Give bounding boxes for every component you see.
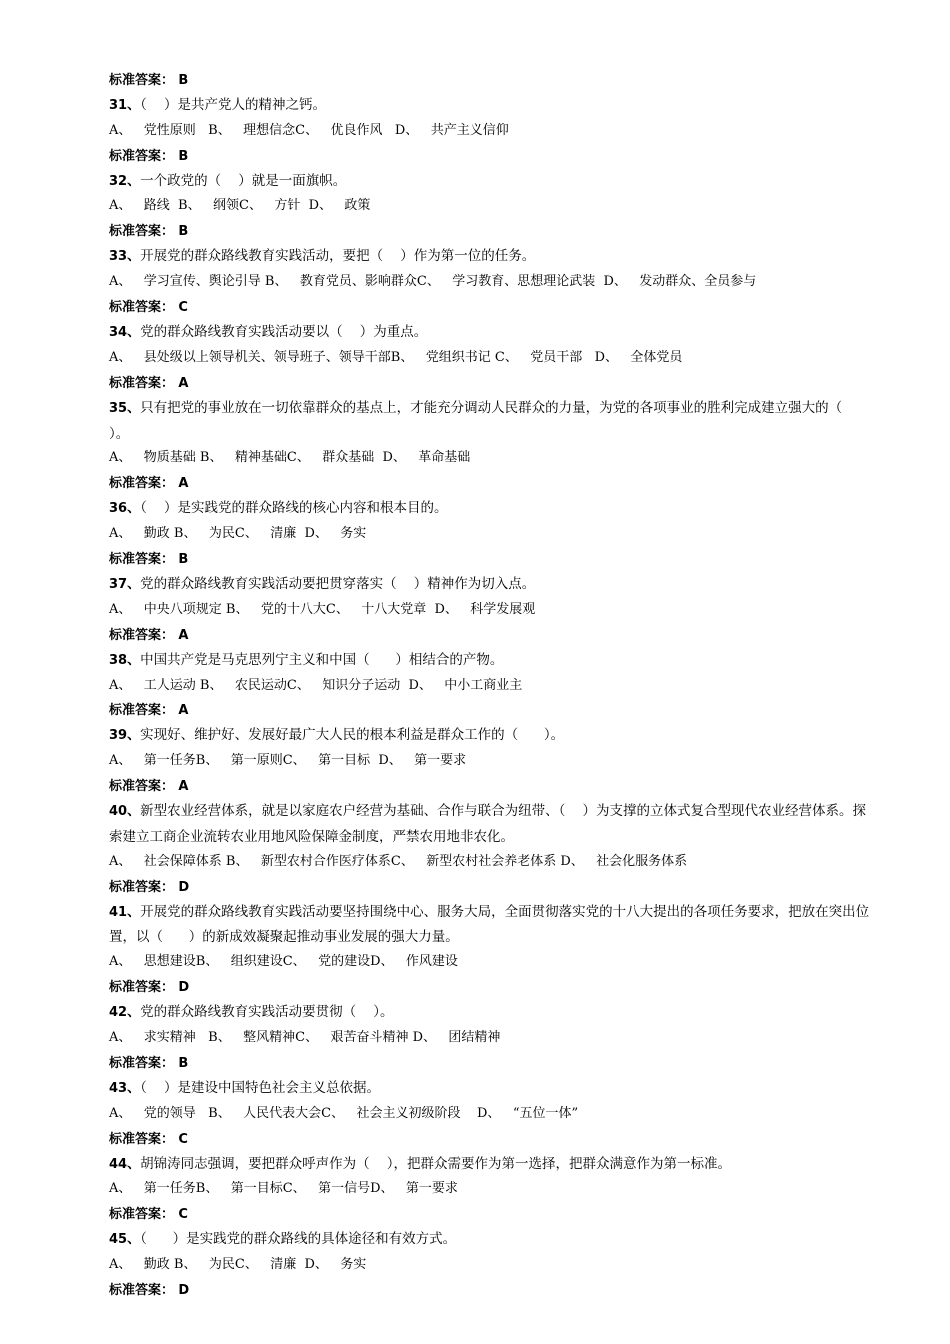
answer-value: D <box>178 879 190 895</box>
options-line: A、 路线 B、 纲领C、 方针 D、 政策 <box>109 198 371 214</box>
answer-label: 标准答案： <box>109 1131 175 1147</box>
answer-line <box>109 774 879 799</box>
question-number: 31、 <box>109 97 141 113</box>
question-number: 36、 <box>109 501 141 517</box>
question-text: 胡锦涛同志强调，要把群众呼声作为（ ），把群众需要作为第一选择，把群众满意作为第一标准。 <box>140 1155 732 1172</box>
answer-value: C <box>178 1131 188 1147</box>
answer-line <box>109 1051 879 1076</box>
answer-label: 标准答案： <box>109 1207 175 1223</box>
answer-value: C <box>178 300 188 316</box>
options-line: A、 第一任务B、 第一目标C、 第一信号D、 第一要求 <box>109 1181 458 1197</box>
question-number: 41、 <box>109 904 141 920</box>
options-line: A、 第一任务B、 第一原则C、 第一目标 D、 第一要求 <box>109 753 467 769</box>
options-line: A、 勤政 B、 为民C、 清廉 D、 务实 <box>109 526 367 542</box>
answer-label: 标准答案： <box>109 552 175 568</box>
answer-line <box>109 471 879 496</box>
answer-value: A <box>178 375 189 391</box>
answer-value: B <box>178 224 189 240</box>
answer-line <box>109 219 879 244</box>
answer-line <box>109 698 879 723</box>
answer-line <box>109 68 879 93</box>
answer-line <box>109 875 879 900</box>
question-text: （ ）是建设中国特色社会主义总依据。 <box>140 1079 381 1096</box>
answer-value: C <box>178 1207 188 1223</box>
question-number: 34、 <box>109 324 141 340</box>
answer-line <box>109 1202 879 1227</box>
answer-label: 标准答案： <box>109 779 175 795</box>
options-line: A、 求实精神 B、 整风精神C、 艰苦奋斗精神 D、 团结精神 <box>109 1030 501 1046</box>
options-line: A、 物质基础 B、 精神基础C、 群众基础 D、 革命基础 <box>109 450 471 466</box>
answer-line <box>109 623 879 648</box>
question-text: （ ）是共产党人的精神之钙。 <box>140 96 327 113</box>
question-line <box>109 900 879 951</box>
answer-label: 标准答案： <box>109 627 175 643</box>
answer-value: B <box>178 73 189 88</box>
answer-label: 标准答案： <box>109 224 175 240</box>
question-text: 只有把党的事业放在一切依靠群众的基点上，才能充分调动人民群众的力量，为党的各项事业的胜利完成建立强大的（ ）。 <box>109 399 860 442</box>
answer-label: 标准答案： <box>109 148 175 164</box>
options-line: A、 党的领导 B、 人民代表大会C、 社会主义初级阶段 D、 “五位一体” <box>109 1105 579 1121</box>
answer-line <box>109 371 879 396</box>
answer-value: A <box>178 476 189 492</box>
question-number: 33、 <box>109 249 141 265</box>
options-line: A、 中央八项规定 B、 党的十八大C、 十八大党章 D、 科学发展观 <box>109 601 536 617</box>
question-number: 40、 <box>109 803 141 819</box>
question-text: 中国共产党是马克思列宁主义和中国（ ）相结合的产物。 <box>140 651 504 668</box>
question-line <box>109 1152 879 1178</box>
question-text: （ ）是实践党的群众路线的具体途径和有效方式。 <box>140 1231 457 1248</box>
question-text: 开展党的群众路线教育实践活动要坚持围绕中心、服务大局，全面贯彻落实党的十八大提出的各项任务要求，把放在突出位置，以（ ）的新成效凝聚起推动事业发展的强大力量。 <box>109 903 870 946</box>
question-number: 35、 <box>109 400 141 416</box>
answer-line <box>109 1278 879 1303</box>
answer-label: 标准答案： <box>109 1283 175 1299</box>
question-text: 开展党的群众路线教育实践活动，要把（ ）作为第一位的任务。 <box>140 248 536 265</box>
options-line: A、 学习宣传、舆论引导 B、 教育党员、影响群众C、 学习教育、思想理论武装 D、 发动群众、全员参与 <box>109 274 757 290</box>
question-number: 43、 <box>109 1080 141 1096</box>
answer-label: 标准答案： <box>109 703 175 719</box>
options-line: A、 社会保障体系 B、 新型农村合作医疗体系C、 新型农村社会养老体系 D、 社会化服务体系 <box>109 853 688 869</box>
answer-line <box>109 975 879 1000</box>
question-number: 45、 <box>109 1232 141 1248</box>
question-line <box>109 93 879 119</box>
options-line: A、 勤政 B、 为民C、 清廉 D、 务实 <box>109 1257 367 1273</box>
question-number: 42、 <box>109 1005 141 1021</box>
answer-line <box>109 144 879 169</box>
question-line <box>109 244 879 270</box>
question-text: 一个政党的（ ）就是一面旗帜。 <box>140 172 347 189</box>
question-number: 44、 <box>109 1156 141 1172</box>
question-number: 38、 <box>109 652 141 668</box>
answer-value: B <box>178 1055 189 1071</box>
options-line: A、 党性原则 B、 理想信念C、 优良作风 D、 共产主义信仰 <box>109 122 509 138</box>
question-line <box>109 320 879 346</box>
question-line <box>109 648 879 674</box>
question-line <box>109 799 879 850</box>
question-text: 新型农业经营体系，就是以家庭农户经营为基础、合作与联合为纽带、（ ）为支撑的立体式复合型现代农业经营体系。探索建立工商企业流转农业用地风险保障金制度，严禁农用地非农化。 <box>109 802 867 845</box>
question-number: 37、 <box>109 576 141 592</box>
answer-label: 标准答案： <box>109 1055 175 1071</box>
question-line <box>109 496 879 522</box>
question-line <box>109 1000 879 1026</box>
answer-value: A <box>178 627 189 643</box>
answer-value: A <box>178 779 189 795</box>
answer-label: 标准答案： <box>109 300 175 316</box>
question-line <box>109 1076 879 1102</box>
answer-value: B <box>178 552 189 568</box>
quiz-document <box>109 68 879 1303</box>
answer-label: 标准答案： <box>109 476 175 492</box>
answer-label: 标准答案： <box>109 879 175 895</box>
options-line: A、 县处级以上领导机关、领导班子、领导干部B、 党组织书记 C、 党员干部 D、 全体党员 <box>109 349 683 365</box>
question-text: （ ）是实践党的群众路线的核心内容和根本目的。 <box>140 500 448 517</box>
question-number: 39、 <box>109 728 141 744</box>
answer-label: 标准答案： <box>109 375 175 391</box>
answer-label: 标准答案： <box>109 980 175 996</box>
question-number: 32、 <box>109 173 141 189</box>
answer-value: D <box>178 1283 190 1299</box>
answer-line <box>109 547 879 572</box>
question-line <box>109 1227 879 1253</box>
question-text: 党的群众路线教育实践活动要以（ ）为重点。 <box>140 323 428 340</box>
question-line <box>109 396 879 447</box>
answer-value: D <box>178 980 190 996</box>
question-line <box>109 169 879 195</box>
options-line: A、 工人运动 B、 农民运动C、 知识分子运动 D、 中小工商业主 <box>109 677 523 693</box>
answer-value: B <box>178 148 189 164</box>
question-line <box>109 723 879 749</box>
question-text: 党的群众路线教育实践活动要贯彻（ ）。 <box>140 1004 394 1021</box>
answer-line <box>109 1127 879 1152</box>
question-text: 党的群众路线教育实践活动要把贯穿落实（ ）精神作为切入点。 <box>140 575 536 592</box>
question-line <box>109 572 879 598</box>
answer-label: 标准答案： <box>109 73 175 88</box>
options-line: A、 思想建设B、 组织建设C、 党的建设D、 作风建设 <box>109 954 458 970</box>
answer-line <box>109 295 879 320</box>
question-text: 实现好、维护好、发展好最广大人民的根本利益是群众工作的（ ）。 <box>140 727 565 744</box>
answer-value: A <box>178 703 189 719</box>
